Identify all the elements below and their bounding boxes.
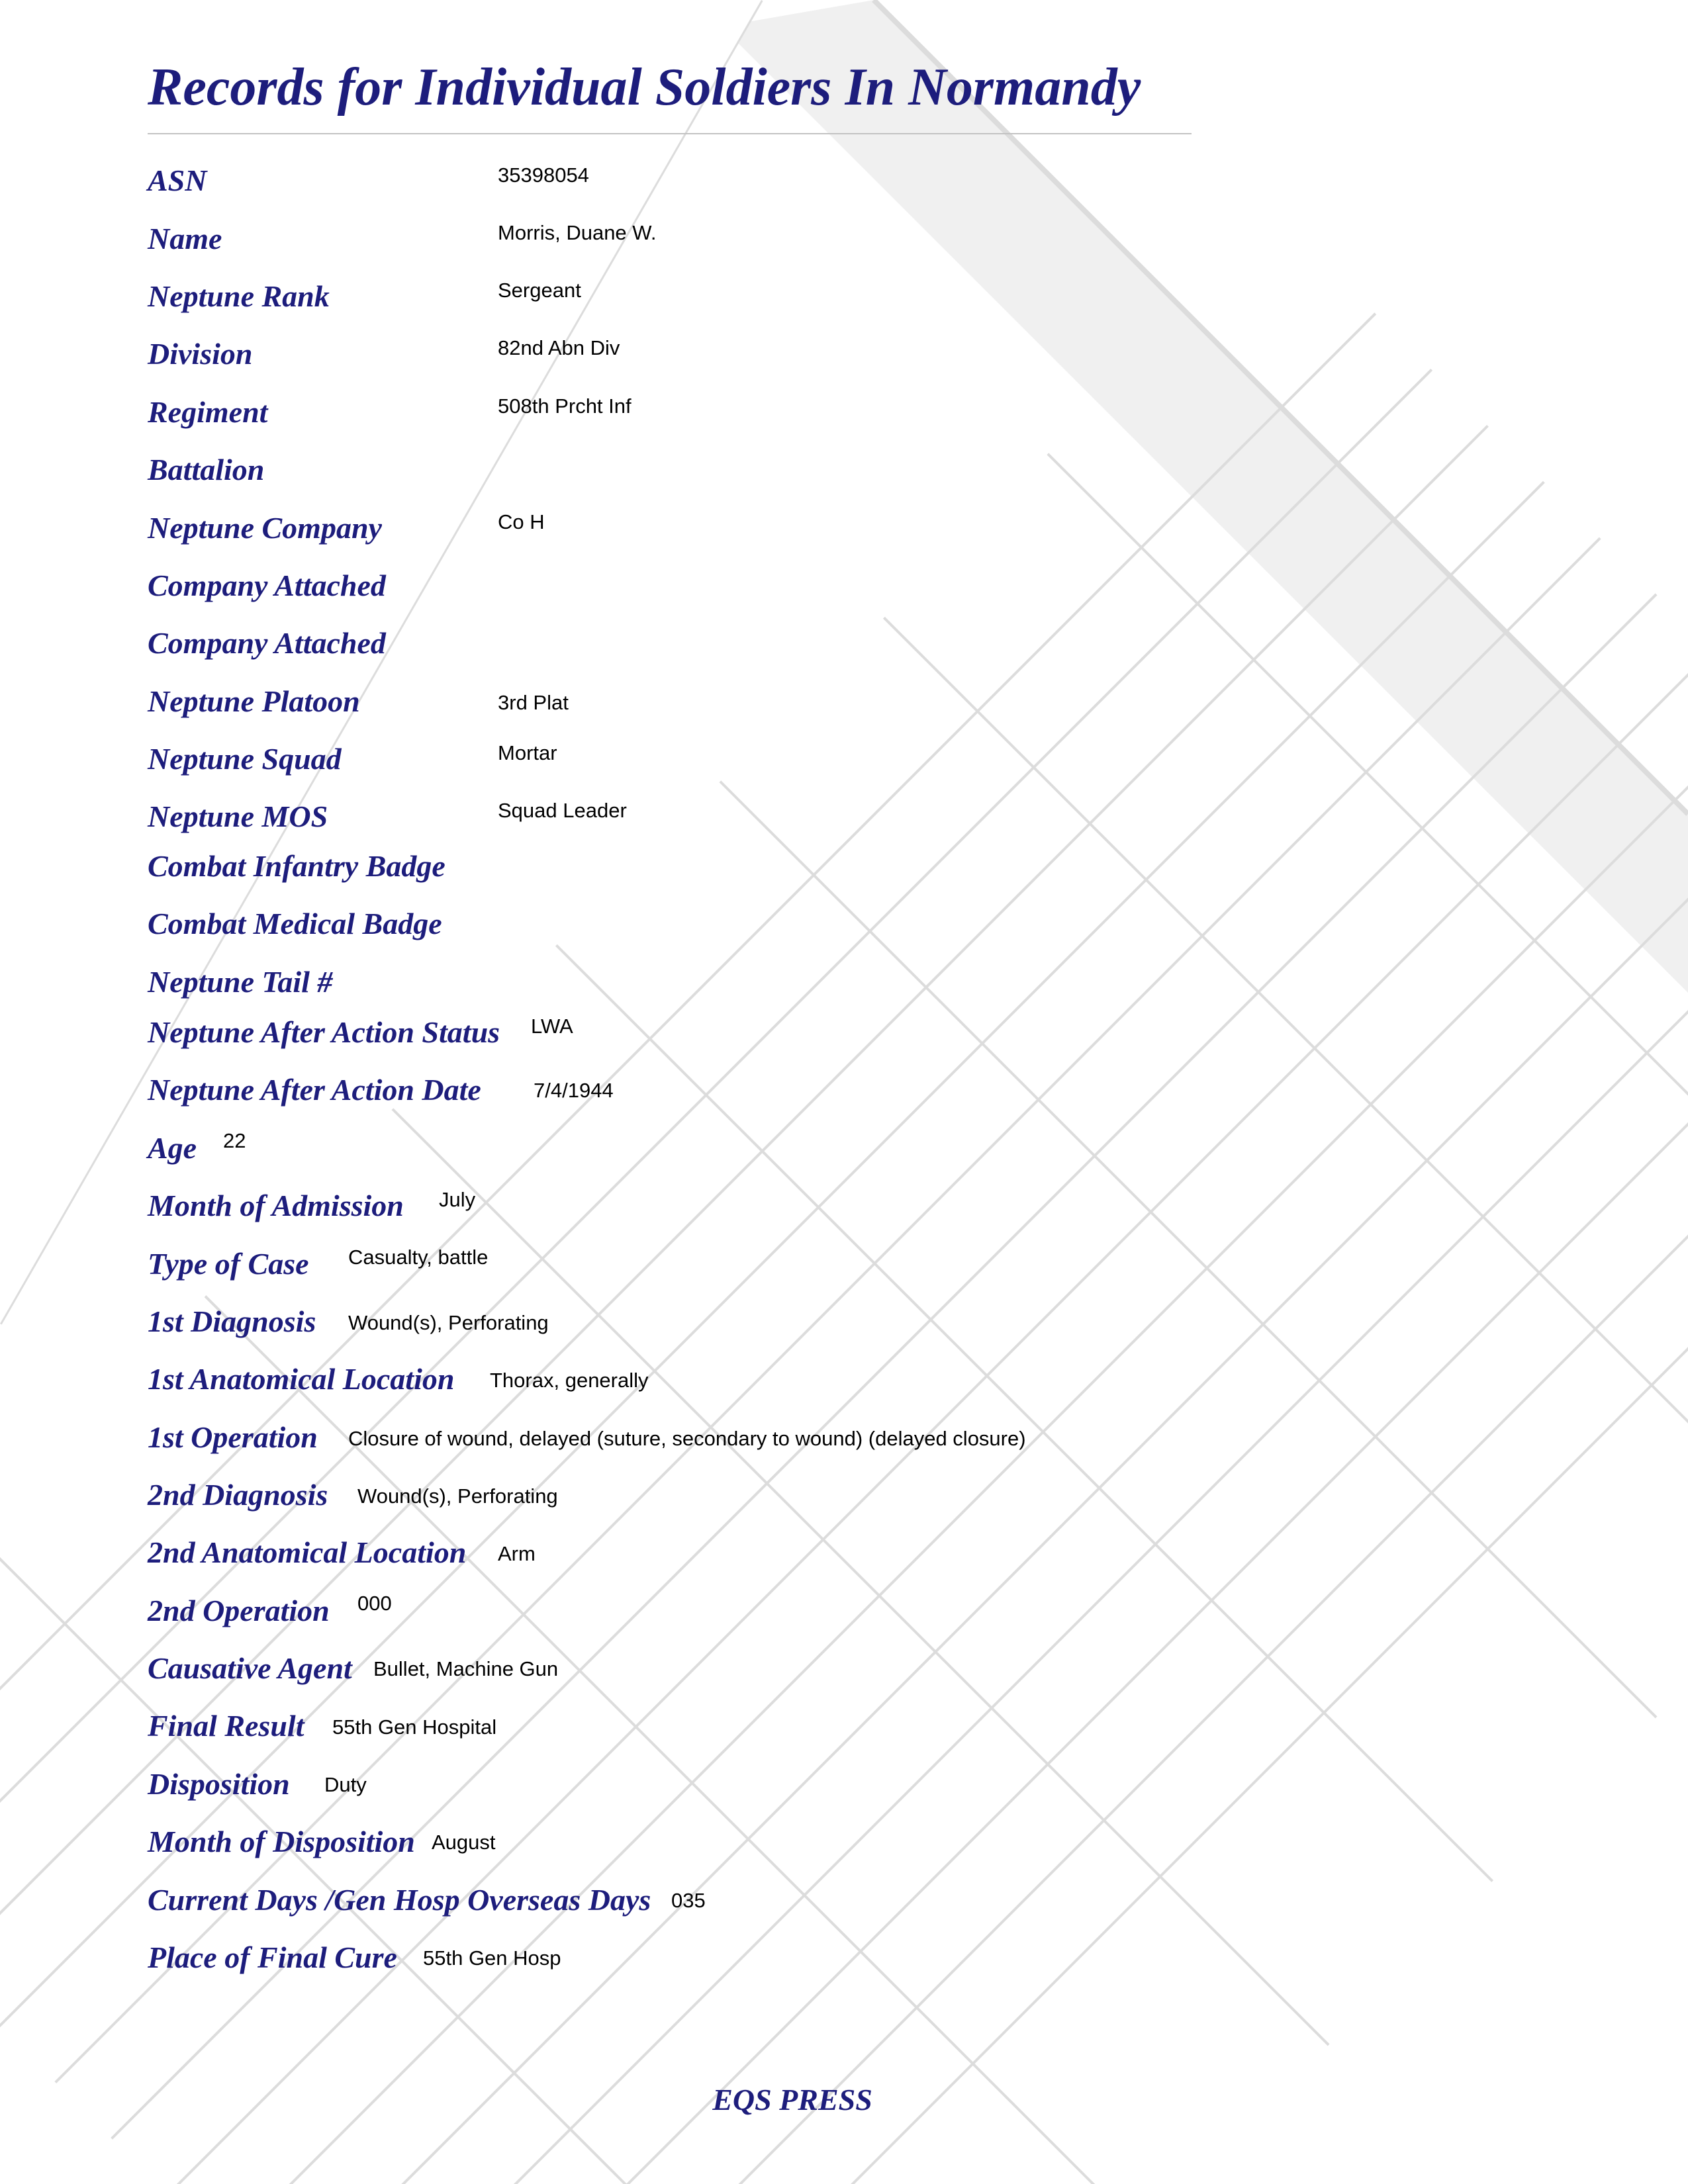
field-value: Closure of wound, delayed (suture, secondary to wound) (delayed closure): [348, 1427, 1026, 1450]
field-value: 55th Gen Hosp: [423, 1946, 561, 1970]
field-label: Battalion: [148, 453, 265, 486]
field-label: Month of Disposition: [148, 1825, 415, 1858]
field-value: Squad Leader: [498, 799, 627, 822]
field-value: 000: [357, 1592, 392, 1615]
field-value: Wound(s), Perforating: [348, 1311, 549, 1334]
field-label: 2nd Diagnosis: [148, 1478, 328, 1512]
field-label: 1st Anatomical Location: [148, 1362, 455, 1396]
field-label: ASN: [148, 163, 207, 197]
field-label: 2nd Operation: [148, 1594, 330, 1627]
field-value: Bullet, Machine Gun: [373, 1657, 559, 1680]
field-value: Thorax, generally: [490, 1369, 649, 1392]
field-label: Company Attached: [148, 569, 386, 602]
field-label: Company Attached: [148, 626, 386, 660]
field-label: 1st Diagnosis: [148, 1304, 316, 1338]
field-value: 35398054: [498, 163, 589, 187]
field-value: Duty: [324, 1773, 367, 1796]
field-label: Neptune After Action Status: [148, 1015, 500, 1049]
field-value: 508th Prcht Inf: [498, 394, 632, 418]
field-value: Sergeant: [498, 279, 581, 302]
field-value: 55th Gen Hospital: [332, 1715, 497, 1739]
title-divider: [148, 133, 1192, 134]
field-value: Wound(s), Perforating: [357, 1484, 558, 1508]
field-label: Current Days /Gen Hosp Overseas Days: [148, 1883, 651, 1917]
field-label: Neptune MOS: [148, 799, 328, 833]
field-label: Regiment: [148, 395, 268, 429]
field-label: Neptune Rank: [148, 279, 330, 313]
field-value: Morris, Duane W.: [498, 221, 657, 244]
field-value: 035: [671, 1889, 706, 1912]
page-title: Records for Individual Soldiers In Normandy: [148, 58, 1141, 116]
field-label: Type of Case: [148, 1247, 309, 1281]
field-value: 7/4/1944: [534, 1079, 614, 1102]
footer-publisher: EQS PRESS: [712, 2083, 872, 2116]
field-value: Mortar: [498, 741, 557, 764]
field-label: 1st Operation: [148, 1420, 318, 1454]
field-label: Combat Medical Badge: [148, 907, 442, 940]
field-value: 82nd Abn Div: [498, 336, 620, 359]
field-label: Name: [148, 222, 222, 255]
field-label: 2nd Anatomical Location: [148, 1535, 467, 1569]
field-value: Arm: [498, 1542, 536, 1565]
field-label: Place of Final Cure: [148, 1940, 397, 1974]
field-value: August: [432, 1831, 496, 1854]
field-value: July: [439, 1188, 476, 1211]
field-label: Final Result: [148, 1709, 305, 1743]
field-label: Age: [148, 1131, 197, 1165]
field-label: Disposition: [148, 1767, 290, 1801]
field-value: 3rd Plat: [498, 691, 569, 714]
field-value: LWA: [531, 1015, 573, 1038]
field-label: Causative Agent: [148, 1651, 352, 1685]
field-label: Neptune After Action Date: [148, 1073, 481, 1107]
field-label: Combat Infantry Badge: [148, 849, 445, 883]
field-label: Neptune Platoon: [148, 684, 360, 718]
field-value: Casualty, battle: [348, 1246, 489, 1269]
field-label: Neptune Tail #: [148, 965, 333, 999]
field-value: Co H: [498, 510, 545, 533]
field-label: Month of Admission: [148, 1189, 404, 1222]
field-label: Division: [148, 337, 253, 371]
field-label: Neptune Squad: [148, 742, 342, 776]
field-value: 22: [223, 1129, 246, 1152]
field-label: Neptune Company: [148, 511, 382, 545]
